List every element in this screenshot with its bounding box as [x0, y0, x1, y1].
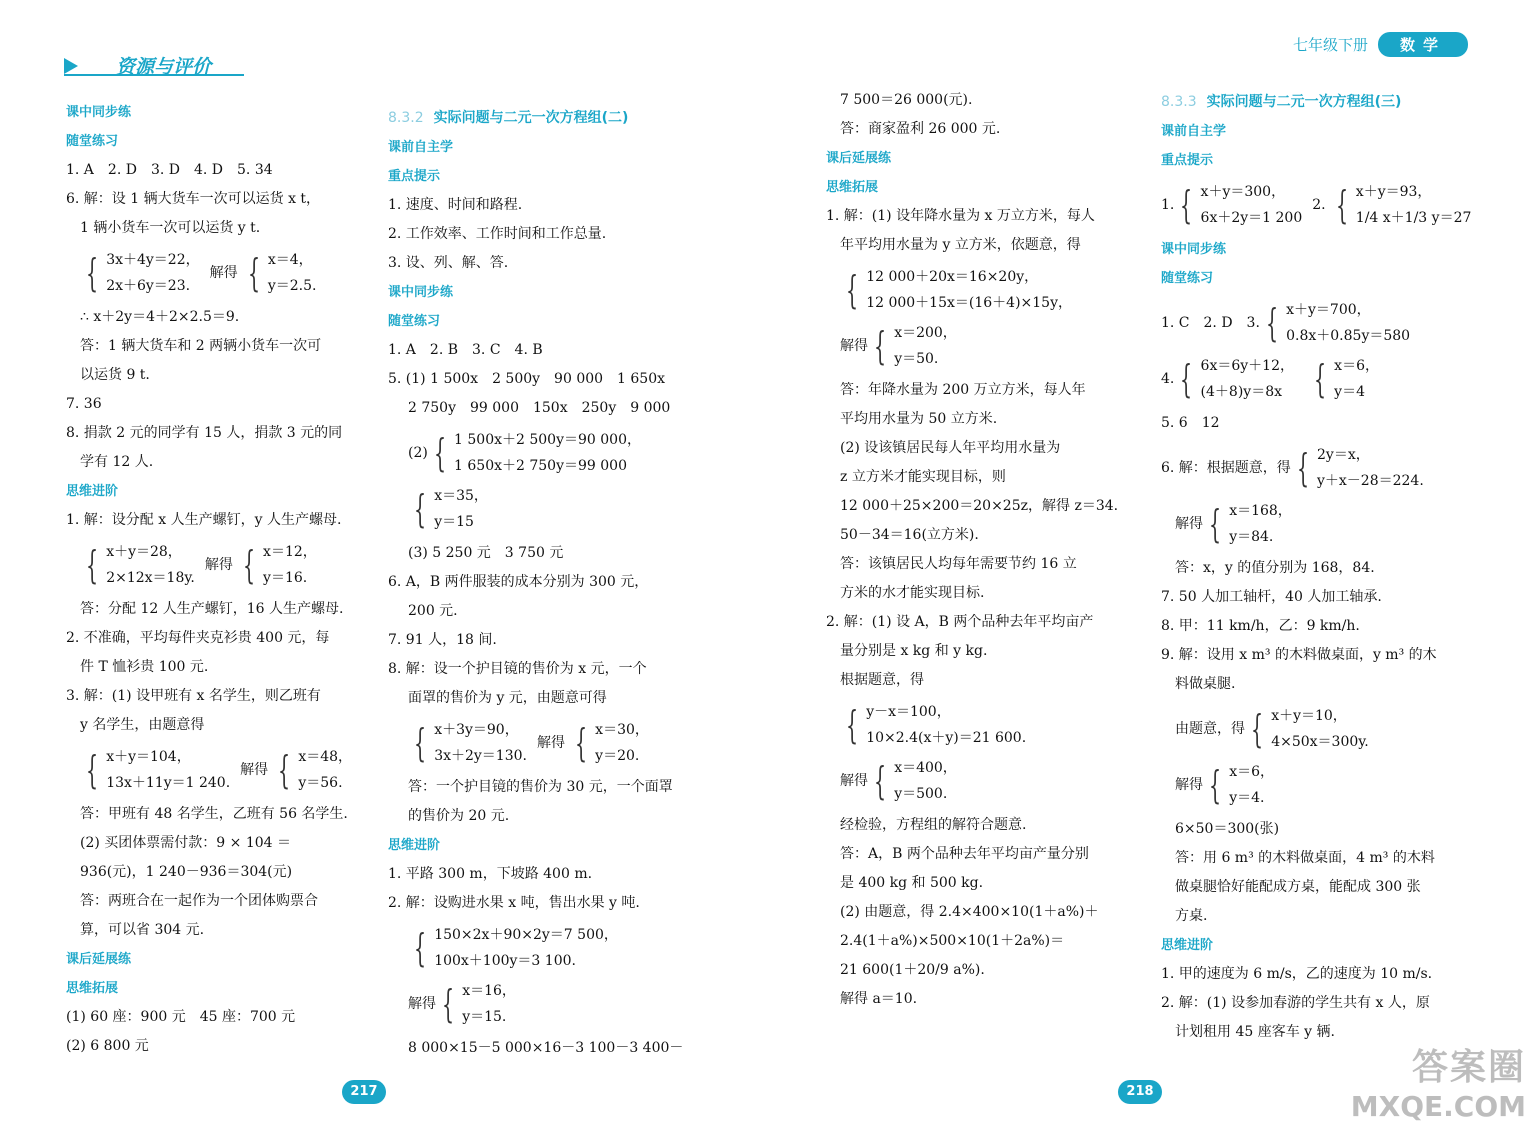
- equation-rows: [106, 744, 230, 796]
- triangle-marker-icon: [64, 58, 78, 74]
- equation: 150×2x＋90×2y＝7 500，: [434, 927, 618, 943]
- brace-icon: {: [86, 748, 99, 792]
- brace-icon: {: [1335, 183, 1348, 227]
- equation-prefix: 解得: [408, 995, 436, 1012]
- answer-line: 7 500＝26 000(元).: [840, 92, 973, 108]
- equation-system: [1161, 759, 1481, 811]
- brace-icon: {: [86, 251, 99, 295]
- answer-line: 2. 解：(1) 设 A，B 两个品种去年平均亩产: [826, 614, 1094, 630]
- grade-label: 七年级下册: [1292, 36, 1368, 54]
- answer-line: 2. 不准确，平均每件夹克衫贵 400 元，每: [66, 630, 330, 646]
- answer-line: y 名学生，由题意得: [80, 717, 205, 733]
- equation-system-solution: [1330, 179, 1472, 231]
- equation: x＝6，: [1334, 358, 1379, 374]
- brace-icon: {: [414, 721, 427, 765]
- equation: 1 500x＋2 500y＝90 000，: [454, 432, 641, 448]
- answer-line: 8. 解：设一个护目镜的售价为 x 元，一个: [388, 661, 647, 677]
- answer-line: 5. 6 12: [1161, 415, 1220, 431]
- page-number-left: 217: [342, 1080, 386, 1104]
- equation: y＝500.: [894, 786, 948, 802]
- brace-icon: {: [1180, 183, 1193, 227]
- brace-icon: {: [874, 759, 887, 803]
- section-heading: 课前自主学: [388, 140, 454, 155]
- answer-line: 2 750y 99 000 150x 250y 9 000: [408, 400, 671, 416]
- equation-system-main: [408, 717, 527, 769]
- equation-prefix: 6. 解：根据题意，得: [1161, 459, 1291, 476]
- answer-line: 8. 捐款 2 元的同学有 15 人，捐款 3 元的同: [66, 425, 343, 441]
- equation: y＝20.: [595, 748, 640, 764]
- equation-system-main: [408, 922, 618, 974]
- answer-line: 根据题意，得: [840, 672, 924, 688]
- equation: (4＋8)y＝8x: [1200, 384, 1282, 400]
- section-heading: 思维进阶: [1161, 938, 1214, 953]
- equation-system-main: [80, 247, 200, 299]
- equation-system-solution: [242, 247, 317, 299]
- equation-system-main: [1245, 703, 1369, 755]
- answer-line: 算，可以省 304 元.: [80, 922, 205, 938]
- header-left-title: 资源与评价: [116, 56, 212, 78]
- brace-icon: {: [414, 926, 427, 970]
- equation-system: [66, 247, 366, 299]
- equation-system-main: [868, 755, 957, 807]
- equation: y＝15: [434, 514, 474, 530]
- equation: 4×50x＝300y.: [1271, 734, 1369, 750]
- equation: 2×12x＝18y.: [106, 570, 195, 586]
- answer-line: 计划租用 45 座客车 y 辆.: [1175, 1024, 1335, 1040]
- brace-icon: {: [1180, 357, 1193, 401]
- section-heading: 重点提示: [388, 169, 441, 184]
- brace-icon: {: [575, 721, 588, 765]
- equation: 6x＋2y＝1 200: [1200, 210, 1303, 226]
- equation-system-main: [1291, 442, 1424, 494]
- equation-prefix: 解得: [1175, 776, 1203, 793]
- brace-icon: {: [242, 543, 255, 587]
- equation-rows: [454, 427, 641, 479]
- section-heading: 随堂练习: [66, 134, 119, 149]
- answer-line: 936(元)，1 240－936＝304(元): [80, 864, 293, 880]
- answer-line: 6. 解：设 1 辆大货车一次可以运货 x t，: [66, 191, 321, 207]
- section-heading: 课中同步练: [1161, 242, 1227, 257]
- equation-rows: [595, 717, 649, 769]
- equation: x＋y＝10，: [1271, 708, 1347, 724]
- answer-line: 答：1 辆大货车和 2 两辆小货车一次可: [80, 338, 322, 354]
- subject-badge: 数学: [1378, 32, 1468, 57]
- equation-rows: [106, 539, 195, 591]
- equation-prefix: 解得: [1175, 515, 1203, 532]
- equation-rows: [1271, 703, 1369, 755]
- equation: x＝168，: [1229, 503, 1292, 519]
- equation-prefix: 1. C 2. D 3.: [1161, 314, 1260, 331]
- answer-line: 50－34＝16(立方米).: [840, 527, 979, 543]
- answer-line: 6. A，B 两件服装的成本分别为 300 元，: [388, 574, 649, 590]
- answer-line: 7. 36: [66, 396, 102, 412]
- equation-system-main: [840, 264, 1072, 316]
- equation-middle: 解得: [209, 264, 238, 281]
- section-heading: 随堂练习: [1161, 271, 1214, 286]
- equation: 10×2.4(x＋y)＝21 600.: [866, 730, 1027, 746]
- equation-prefix: 解得: [840, 337, 868, 354]
- answer-line: 方桌.: [1175, 908, 1208, 924]
- answer-line: (2) 设该镇居民每人年平均用水量为: [840, 440, 1061, 456]
- answer-line: 量分别是 x kg 和 y kg.: [840, 643, 988, 659]
- brace-icon: {: [414, 487, 427, 531]
- answer-line: 200 元.: [408, 603, 458, 619]
- answer-line: 5. (1) 1 500x 2 500y 90 000 1 650x: [388, 371, 666, 387]
- equation: x＝35，: [434, 488, 488, 504]
- equation: y＝2.5.: [267, 278, 317, 294]
- equation-rows: [1286, 297, 1410, 349]
- brace-icon: {: [1251, 707, 1264, 751]
- equation-system: [388, 922, 708, 974]
- equation: x＝48，: [298, 749, 353, 765]
- equation-system-main: [80, 744, 230, 796]
- equation-system: [1161, 179, 1481, 231]
- answer-line: (1) 60 座：900 元 45 座：700 元: [66, 1009, 296, 1025]
- equation-rows: [268, 247, 317, 299]
- column-2: [388, 104, 708, 1063]
- equation-system-main: [408, 483, 488, 535]
- section-title: [388, 104, 708, 133]
- equation-rows: [298, 744, 352, 796]
- answer-line: 2. 解：设购进水果 x 吨，售出水果 y 吨.: [388, 895, 640, 911]
- column-3: [826, 86, 1146, 1014]
- equation: x＋y＝300，: [1200, 184, 1286, 200]
- answer-line: 1. 解：设分配 x 人生产螺钉，y 人生产螺母.: [66, 512, 342, 528]
- equation-prefix: (2): [408, 444, 428, 461]
- answer-line: 答：用 6 m³ 的木料做桌面，4 m³ 的木料: [1175, 850, 1435, 866]
- section-heading: 课中同步练: [388, 285, 454, 300]
- right-page: [768, 0, 1536, 1131]
- answer-line: 1. 速度、时间和路程.: [388, 197, 523, 213]
- equation: x＋y＝28，: [106, 544, 182, 560]
- answer-line: (2) 6 800 元: [66, 1038, 149, 1054]
- equation-system: [1161, 442, 1481, 494]
- equation: y＋x－28＝224.: [1317, 473, 1424, 489]
- answer-line: 2. 工作效率、工作时间和工作总量.: [388, 226, 607, 242]
- equation: 100x＋100y＝3 100.: [434, 953, 576, 969]
- equation-system: [388, 978, 708, 1030]
- equation-system-solution: [1308, 353, 1379, 405]
- answer-line: 答：分配 12 人生产螺钉，16 人生产螺母.: [80, 601, 344, 617]
- answer-line: 答：该镇居民人均每年需要节约 16 立: [840, 556, 1077, 572]
- equation-system-main: [428, 427, 641, 479]
- brace-icon: {: [86, 543, 99, 587]
- answer-line: 经检验，方程组的解符合题意.: [840, 817, 1027, 833]
- equation: 6x＝6y＋12，: [1200, 358, 1294, 374]
- answer-line: 3. 解：(1) 设甲班有 x 名学生，则乙班有: [66, 688, 321, 704]
- equation: 12 000＋15x＝(16＋4)×15y，: [866, 295, 1072, 311]
- equation: y＝15.: [462, 1009, 507, 1025]
- answer-line: 2.4(1＋a%)×500×10(1＋2a%)＝: [840, 933, 1065, 949]
- answer-line: 以运货 9 t.: [80, 367, 150, 383]
- equation-rows: [434, 922, 618, 974]
- equation: x＝12，: [263, 544, 317, 560]
- equation: 3x＋4y＝22，: [106, 252, 200, 268]
- equation-rows: [894, 755, 957, 807]
- answer-line: 是 400 kg 和 500 kg.: [840, 875, 984, 891]
- equation-middle: 2.: [1312, 196, 1326, 213]
- equation-middle: 解得: [240, 761, 269, 778]
- equation: x＝6，: [1229, 764, 1274, 780]
- answer-line: (3) 5 250 元 3 750 元: [408, 545, 564, 561]
- equation: x＝200，: [894, 325, 957, 341]
- section-heading: 课前自主学: [1161, 124, 1227, 139]
- answer-line: 料做桌腿.: [1175, 676, 1236, 692]
- equation-prefix: 解得: [840, 772, 868, 789]
- answer-line: 平均用水量为 50 立方米.: [840, 411, 998, 427]
- column-1: [66, 98, 366, 1061]
- column-4: [1161, 88, 1481, 1047]
- equation-rows: [1317, 442, 1424, 494]
- brace-icon: {: [433, 431, 446, 475]
- answer-line: 1. 甲的速度为 6 m/s，乙的速度为 10 m/s.: [1161, 966, 1433, 982]
- equation-prefix: 由题意，得: [1175, 720, 1245, 737]
- equation-system-main: [1174, 353, 1294, 405]
- equation: x＋y＝104，: [106, 749, 191, 765]
- brace-icon: {: [1265, 301, 1279, 345]
- equation: 2y＝x，: [1317, 447, 1370, 463]
- page-number-right: 218: [1118, 1080, 1162, 1104]
- equation-rows: [434, 717, 527, 769]
- equation-system: [388, 717, 708, 769]
- answer-line: 答：A，B 两个品种去年平均亩产量分别: [840, 846, 1089, 862]
- equation: 2x＋6y＝23.: [106, 278, 191, 294]
- answer-line: 件 T 恤衫贵 100 元.: [80, 659, 209, 675]
- equation-system-main: [1203, 498, 1292, 550]
- equation: x＝400，: [894, 760, 957, 776]
- equation-prefix: 1.: [1161, 196, 1175, 213]
- equation: y＝4.: [1229, 790, 1265, 806]
- equation-rows: [894, 320, 957, 372]
- answer-line: 9. 解：设用 x m³ 的木料做桌面，y m³ 的木: [1161, 647, 1437, 663]
- equation-system: [1161, 353, 1481, 405]
- brace-icon: {: [442, 982, 455, 1026]
- answer-line: 2. 解：(1) 设参加春游的学生共有 x 人，原: [1161, 995, 1430, 1011]
- equation-system: [1161, 297, 1481, 349]
- equation-system: [826, 320, 1146, 372]
- brace-icon: {: [846, 703, 859, 747]
- equation-rows: [462, 978, 516, 1030]
- section-heading: 课后延展练: [66, 952, 132, 967]
- watermark: [1351, 1039, 1526, 1123]
- answer-line: (2) 买团体票需付款：9 × 104 ＝: [80, 835, 291, 851]
- equation-system-solution: [272, 744, 352, 796]
- answer-line: 1. A 2. D 3. D 4. D 5. 34: [66, 162, 273, 178]
- answer-line: 1. 解：(1) 设年降水量为 x 万立方米，每人: [826, 208, 1095, 224]
- answer-line: 8 000×15－5 000×16－3 100－3 400－: [408, 1040, 684, 1056]
- section-heading: 课中同步练: [66, 105, 132, 120]
- equation: 3x＋2y＝130.: [434, 748, 527, 764]
- equation-system-main: [868, 320, 957, 372]
- equation-rows: [1356, 179, 1472, 231]
- answer-line: 年平均用水量为 y 立方米，依题意，得: [840, 237, 1081, 253]
- answer-line: 的售价为 20 元.: [408, 808, 510, 824]
- section-number: 8.3.2: [388, 110, 424, 126]
- equation-rows: [1201, 353, 1294, 405]
- right-header: [1293, 32, 1468, 57]
- answer-line: 答：年降水量为 200 万立方米，每人年: [840, 382, 1086, 398]
- answer-line: (2) 由题意，得 2.4×400×10(1＋a%)＋: [840, 904, 1099, 920]
- section-heading: 思维进阶: [66, 484, 119, 499]
- brace-icon: {: [1296, 446, 1309, 490]
- equation-middle: 解得: [536, 734, 565, 751]
- equation-system: [66, 539, 366, 591]
- answer-line: 21 600(1＋20/9 a%).: [840, 962, 985, 978]
- answer-line: ∴ x＋2y＝4＋2×2.5＝9.: [80, 309, 240, 325]
- answer-line: 答：甲班有 48 名学生，乙班有 56 名学生.: [80, 806, 348, 822]
- equation-rows: [1229, 498, 1292, 550]
- brace-icon: {: [874, 324, 887, 368]
- equation: x＋y＝700，: [1286, 302, 1371, 318]
- equation: x＋y＝93，: [1355, 184, 1432, 200]
- answer-line: 答：两班合在一起作为一个团体购票合: [80, 893, 318, 909]
- equation-system: [826, 699, 1146, 751]
- equation-system-main: [1203, 759, 1274, 811]
- brace-icon: {: [1314, 357, 1327, 401]
- equation: y＝50.: [894, 351, 939, 367]
- equation-system: [66, 744, 366, 796]
- equation: 12 000＋20x＝16×20y，: [866, 269, 1039, 285]
- equation-system-main: [1260, 297, 1410, 349]
- equation: y＝56.: [298, 775, 343, 791]
- equation: x＝30，: [595, 722, 649, 738]
- equation: y＝4: [1334, 384, 1365, 400]
- equation: 1/4 x＋1/3 y＝27: [1355, 210, 1472, 226]
- equation-system-main: [436, 978, 516, 1030]
- equation-rows: [866, 264, 1072, 316]
- section-heading: 随堂练习: [388, 314, 441, 329]
- equation: y＝16.: [263, 570, 308, 586]
- equation-system: [1161, 703, 1481, 755]
- watermark-line2: MXQE.COM: [1350, 1090, 1526, 1123]
- answer-line: 解得 a＝10.: [840, 991, 918, 1007]
- equation-system: [826, 264, 1146, 316]
- equation-system: [826, 755, 1146, 807]
- equation-system-solution: [237, 539, 317, 591]
- answer-line: 1 辆小货车一次可以运货 y t.: [80, 220, 261, 236]
- answer-line: 3. 设、列、解、答.: [388, 255, 509, 271]
- answer-line: 答：x，y 的值分别为 168，84.: [1175, 560, 1375, 576]
- answer-line: 7. 91 人，18 间.: [388, 632, 497, 648]
- equation-system: [388, 427, 708, 479]
- answer-line: z 立方米才能实现目标，则: [840, 469, 1006, 485]
- equation-system-main: [1174, 179, 1302, 231]
- equation: 1 650x＋2 750y＝99 000: [454, 458, 627, 474]
- equation-middle: 解得: [204, 556, 233, 573]
- brace-icon: {: [247, 251, 260, 295]
- equation-rows: [1334, 353, 1379, 405]
- answer-line: 方米的水才能实现目标.: [840, 585, 985, 601]
- answer-line: 学有 12 人.: [80, 454, 154, 470]
- section-title-text: 实际问题与二元一次方程组(三): [1206, 94, 1402, 110]
- equation: y－x＝100，: [866, 704, 951, 720]
- equation-rows: [1201, 179, 1303, 231]
- equation: x＋3y＝90，: [434, 722, 519, 738]
- equation-system: [388, 483, 708, 535]
- equation: x＝4，: [267, 252, 313, 268]
- equation: 0.8x＋0.85y＝580: [1286, 328, 1411, 344]
- answer-line: 1. 平路 300 m，下坡路 400 m.: [388, 866, 593, 882]
- section-title-text: 实际问题与二元一次方程组(二): [433, 110, 629, 126]
- section-heading: 重点提示: [1161, 153, 1214, 168]
- answer-line: 6×50＝300(张): [1175, 821, 1280, 837]
- answer-line: 8. 甲：11 km/h，乙：9 km/h.: [1161, 618, 1360, 634]
- section-heading: 思维拓展: [826, 180, 879, 195]
- equation-rows: [106, 247, 199, 299]
- section-heading: 思维拓展: [66, 981, 119, 996]
- answer-line: 面罩的售价为 y 元，由题意可得: [408, 690, 607, 706]
- section-heading: 思维进阶: [388, 838, 441, 853]
- answer-line: 1. A 2. B 3. C 4. B: [388, 342, 543, 358]
- answer-line: 答：商家盈利 26 000 元.: [840, 121, 1001, 137]
- equation-system: [1161, 498, 1481, 550]
- brace-icon: {: [846, 268, 859, 312]
- equation-rows: [866, 699, 1026, 751]
- equation-rows: [434, 483, 488, 535]
- equation: y＝84.: [1229, 529, 1274, 545]
- equation: 13x＋11y＝1 240.: [106, 775, 231, 791]
- watermark-line1: 答案圈: [1411, 1047, 1526, 1088]
- brace-icon: {: [278, 748, 291, 792]
- answer-line: 答：一个护目镜的售价为 30 元，一个面罩: [408, 779, 673, 795]
- section-number: 8.3.3: [1161, 94, 1197, 110]
- section-title: [1161, 88, 1481, 117]
- equation-system-solution: [569, 717, 649, 769]
- equation-rows: [263, 539, 317, 591]
- brace-icon: {: [1209, 763, 1222, 807]
- answer-line: 12 000＋25×200＝20×25z，解得 z＝34.: [840, 498, 1119, 514]
- equation-rows: [1229, 759, 1274, 811]
- equation-prefix: 4.: [1161, 370, 1175, 387]
- answer-line: 做桌腿恰好能配成方桌，能配成 300 张: [1175, 879, 1421, 895]
- brace-icon: {: [1209, 502, 1222, 546]
- equation-system-main: [80, 539, 195, 591]
- answer-line: 7. 50 人加工轴杆，40 人加工轴承.: [1161, 589, 1382, 605]
- equation: x＝16，: [462, 983, 516, 999]
- section-heading: 课后延展练: [826, 151, 892, 166]
- equation-system-main: [840, 699, 1026, 751]
